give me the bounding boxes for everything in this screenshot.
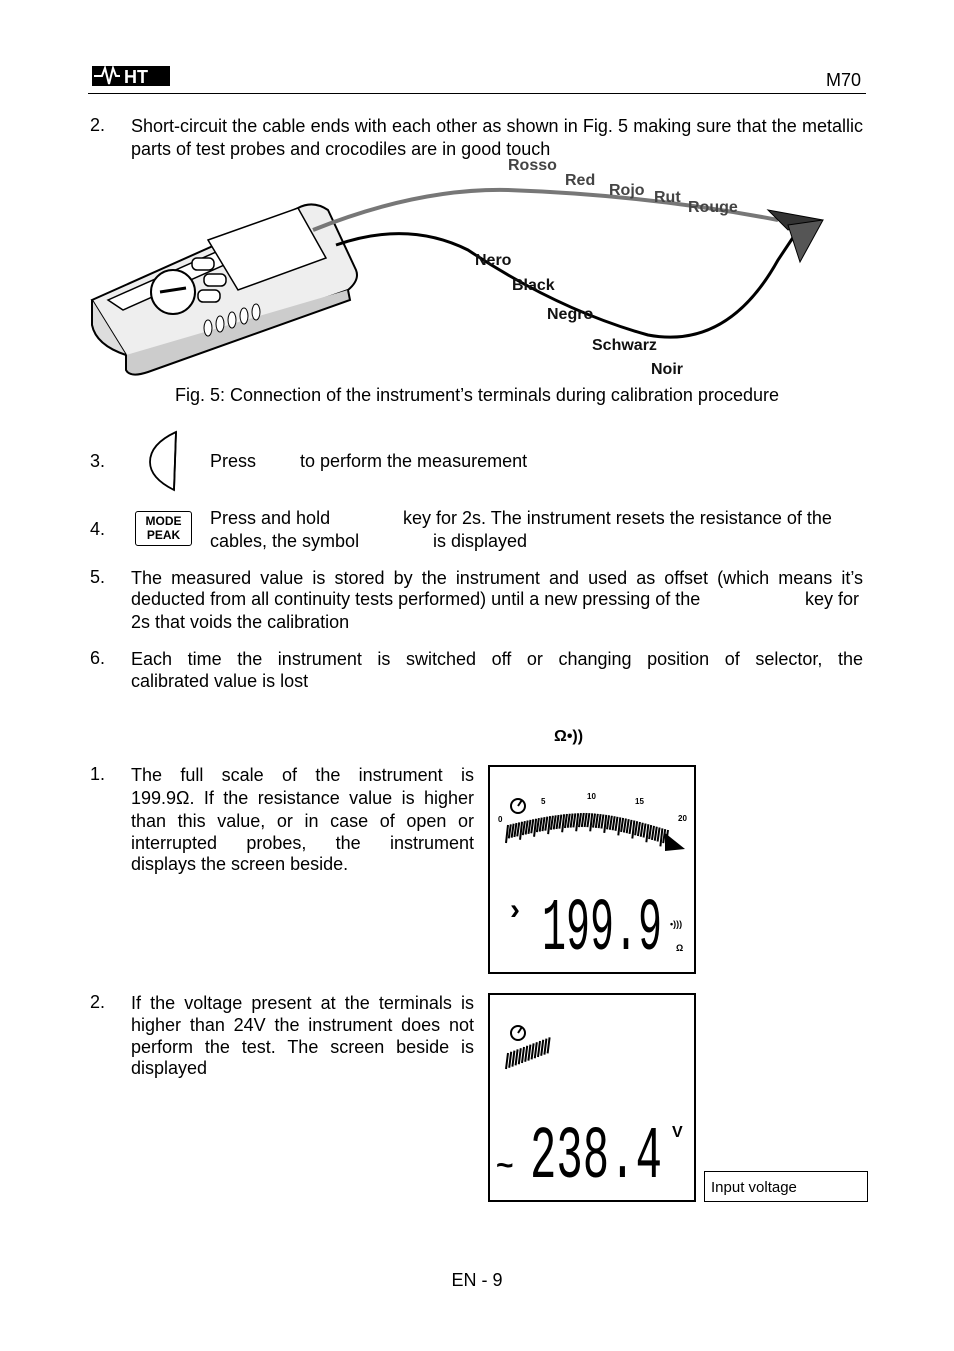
step-4-line2b: is displayed (433, 531, 528, 551)
bargraph-segment (526, 820, 528, 834)
bargraph-segment (568, 814, 570, 828)
bargraph-segment (516, 1049, 518, 1065)
ac-symbol: ~ (496, 1149, 514, 1182)
label-nero: Nero (475, 252, 512, 269)
lcd-display-voltage (488, 993, 696, 1202)
step-4-line1b: key for 2s. The instrument resets the resistance of the (403, 508, 832, 528)
continuity-symbol: Ω•)) (554, 728, 584, 745)
step-5-line2a: deducted from all continuity tests performed) until a new pressing of the (131, 589, 701, 609)
step-2-text: Short-circuit the cable ends with each other as shown in Fig. 5 making sure that the metallic parts of test probes and crocodiles are in good touch (131, 116, 863, 159)
bargraph-segment (585, 813, 587, 827)
ht-logo (92, 62, 172, 88)
bargraph-segment (557, 815, 559, 829)
bargraph-segment (538, 1041, 540, 1057)
bargraph-segment (535, 1042, 537, 1058)
bargraph-segment (621, 818, 623, 832)
bargraph (506, 813, 668, 846)
bargraph-segment (532, 1043, 534, 1059)
buzzer-symbol: •))) (670, 919, 683, 929)
bargraph-segment (544, 1039, 546, 1055)
bargraph-segment (646, 824, 648, 842)
bargraph-segment (576, 813, 578, 831)
bargraph-segment (554, 815, 556, 829)
bargraph-segment (528, 1045, 530, 1061)
scale-15: 15 (635, 797, 644, 806)
bargraph-segment (512, 1051, 514, 1067)
bargraph-segment (582, 813, 584, 827)
bargraph-segment (506, 1053, 508, 1069)
step-3-text: to perform the measurement (300, 451, 528, 471)
bargraph-segment (525, 1046, 527, 1062)
bargraph-segment (587, 813, 589, 827)
bargraph-segment (559, 815, 561, 829)
step-5-line2b: key for (805, 589, 860, 609)
item-1-line2: 199.9Ω. If the resistance value is higher (131, 788, 474, 808)
bargraph-segment (627, 819, 629, 833)
bargraph-segment (596, 814, 598, 828)
bargraph-segment (562, 814, 564, 832)
label-rojo: Rojo (609, 182, 645, 199)
item-1-number: 1. (90, 764, 106, 784)
label-rut: Rut (654, 189, 681, 206)
scale-10: 10 (587, 792, 596, 801)
scale-20: 20 (678, 814, 687, 823)
label-black: Black (512, 277, 555, 294)
bargraph-segment (548, 1037, 550, 1053)
bargraph-segment (652, 826, 654, 840)
item-1-line3: than this value, or in case of open or (131, 811, 474, 831)
step-5-line1: The measured value is stored by the instrument and used as offset (which means it’s (131, 568, 863, 588)
bargraph-segment (655, 827, 657, 841)
item-2-line1: If the voltage present at the terminals is (131, 993, 474, 1013)
step-3-press: Press (210, 451, 257, 471)
mode-peak-key-icon (135, 511, 192, 546)
step-4-line1a: Press and hold (210, 508, 331, 528)
step-4-line2a: cables, the symbol (210, 531, 360, 551)
bargraph-segment (610, 816, 612, 830)
bargraph-segment (579, 813, 581, 827)
bargraph-segment (512, 824, 514, 838)
step-6-line1: Each time the instrument is switched off or changing position of selector, the (131, 649, 863, 669)
figure-caption: Fig. 5: Connection of the instrument’s terminals during calibration procedure (175, 385, 779, 405)
bargraph-segment (520, 822, 522, 840)
bargraph-segment (613, 816, 615, 830)
bargraph-segment (517, 822, 519, 836)
bargraph-2 (506, 1037, 550, 1069)
bargraph-segment (519, 1048, 521, 1064)
item-2-line4: displayed (131, 1058, 208, 1078)
step-6-line2: calibrated value is lost (131, 671, 309, 691)
model-label: M70 (826, 70, 862, 90)
bargraph-segment (638, 822, 640, 836)
bargraph-segment (548, 816, 550, 834)
bargraph-segment (649, 825, 651, 839)
label-noir: Noir (651, 361, 683, 378)
bargraph-segment (514, 823, 516, 837)
step-6-number: 6. (90, 648, 106, 668)
bargraph-segment (635, 821, 637, 835)
bargraph-segment (604, 815, 606, 833)
bargraph-segment (523, 821, 525, 835)
step-2-number: 2. (90, 115, 106, 135)
bargraph-segment (658, 827, 660, 841)
bargraph-segment (537, 818, 539, 832)
bargraph-segment (599, 814, 601, 828)
bargraph-segment (593, 814, 595, 828)
ohm-symbol: Ω (676, 943, 684, 953)
bargraph-segment (663, 829, 665, 843)
bargraph-segment (590, 813, 592, 831)
bargraph-segment (607, 815, 609, 829)
bargraph-segment (551, 816, 553, 830)
step-4-number: 4. (90, 519, 106, 539)
bargraph-segment (509, 1052, 511, 1068)
bargraph-segment (630, 820, 632, 834)
item-2-line3: perform the test. The screen beside is (131, 1037, 474, 1057)
step-3-number: 3. (90, 451, 106, 471)
bargraph-segment (641, 823, 643, 837)
lcd2-reading: 238.4 (530, 1116, 662, 1200)
label-schwarz: Schwarz (592, 337, 657, 354)
step-5-number: 5. (90, 567, 106, 587)
label-negro: Negro (547, 306, 594, 323)
bargraph-segment (528, 820, 530, 834)
key-line-1: MODE (145, 514, 182, 528)
bargraph-segment (506, 825, 508, 843)
label-rosso: Rosso (508, 157, 557, 174)
bargraph-segment (542, 817, 544, 831)
fig5-illustration (88, 150, 848, 382)
bargraph-segment (565, 814, 567, 828)
item-1-line5: displays the screen beside. (131, 854, 349, 874)
header-rule (88, 93, 866, 94)
bargraph-segment (632, 821, 634, 839)
input-voltage-legend: Input voltage (704, 1171, 868, 1202)
scale-0: 0 (498, 815, 503, 824)
bargraph-segment (509, 824, 511, 838)
page-number: EN - 9 (451, 1270, 503, 1290)
bargraph-segment (571, 814, 573, 828)
step-5-line3: 2s that voids the calibration (131, 612, 350, 632)
bargraph-segment (545, 817, 547, 831)
lcd-display-overrange (488, 765, 696, 974)
volt-unit: V (672, 1124, 683, 1141)
bargraph-segment (618, 817, 620, 835)
test-key-icon (146, 430, 182, 492)
overrange-symbol: › (510, 893, 520, 926)
bargraph-segment (522, 1047, 524, 1063)
item-2-line2: higher than 24V the instrument does not (131, 1015, 474, 1035)
lcd1-reading: 199.9 (542, 888, 662, 972)
bargraph-segment (540, 818, 542, 832)
label-red: Red (565, 172, 596, 189)
item-1-line1: The full scale of the instrument is (131, 765, 474, 785)
bargraph-segment (660, 828, 662, 846)
bargraph-segment (615, 817, 617, 831)
bargraph-segment (531, 819, 533, 833)
bargraph-segment (601, 815, 603, 829)
item-2-number: 2. (90, 992, 106, 1012)
bargraph-segment (644, 823, 646, 837)
item-1-line4: interrupted probes, the instrument (131, 833, 474, 853)
logo-text: HT (124, 67, 148, 87)
key-line-2: PEAK (146, 528, 181, 542)
scale-5: 5 (541, 797, 546, 806)
label-rouge: Rouge (688, 199, 738, 216)
bargraph-segment (624, 819, 626, 833)
bargraph-segment (541, 1040, 543, 1056)
bargraph-segment (534, 819, 536, 837)
bargraph-segment (573, 813, 575, 827)
